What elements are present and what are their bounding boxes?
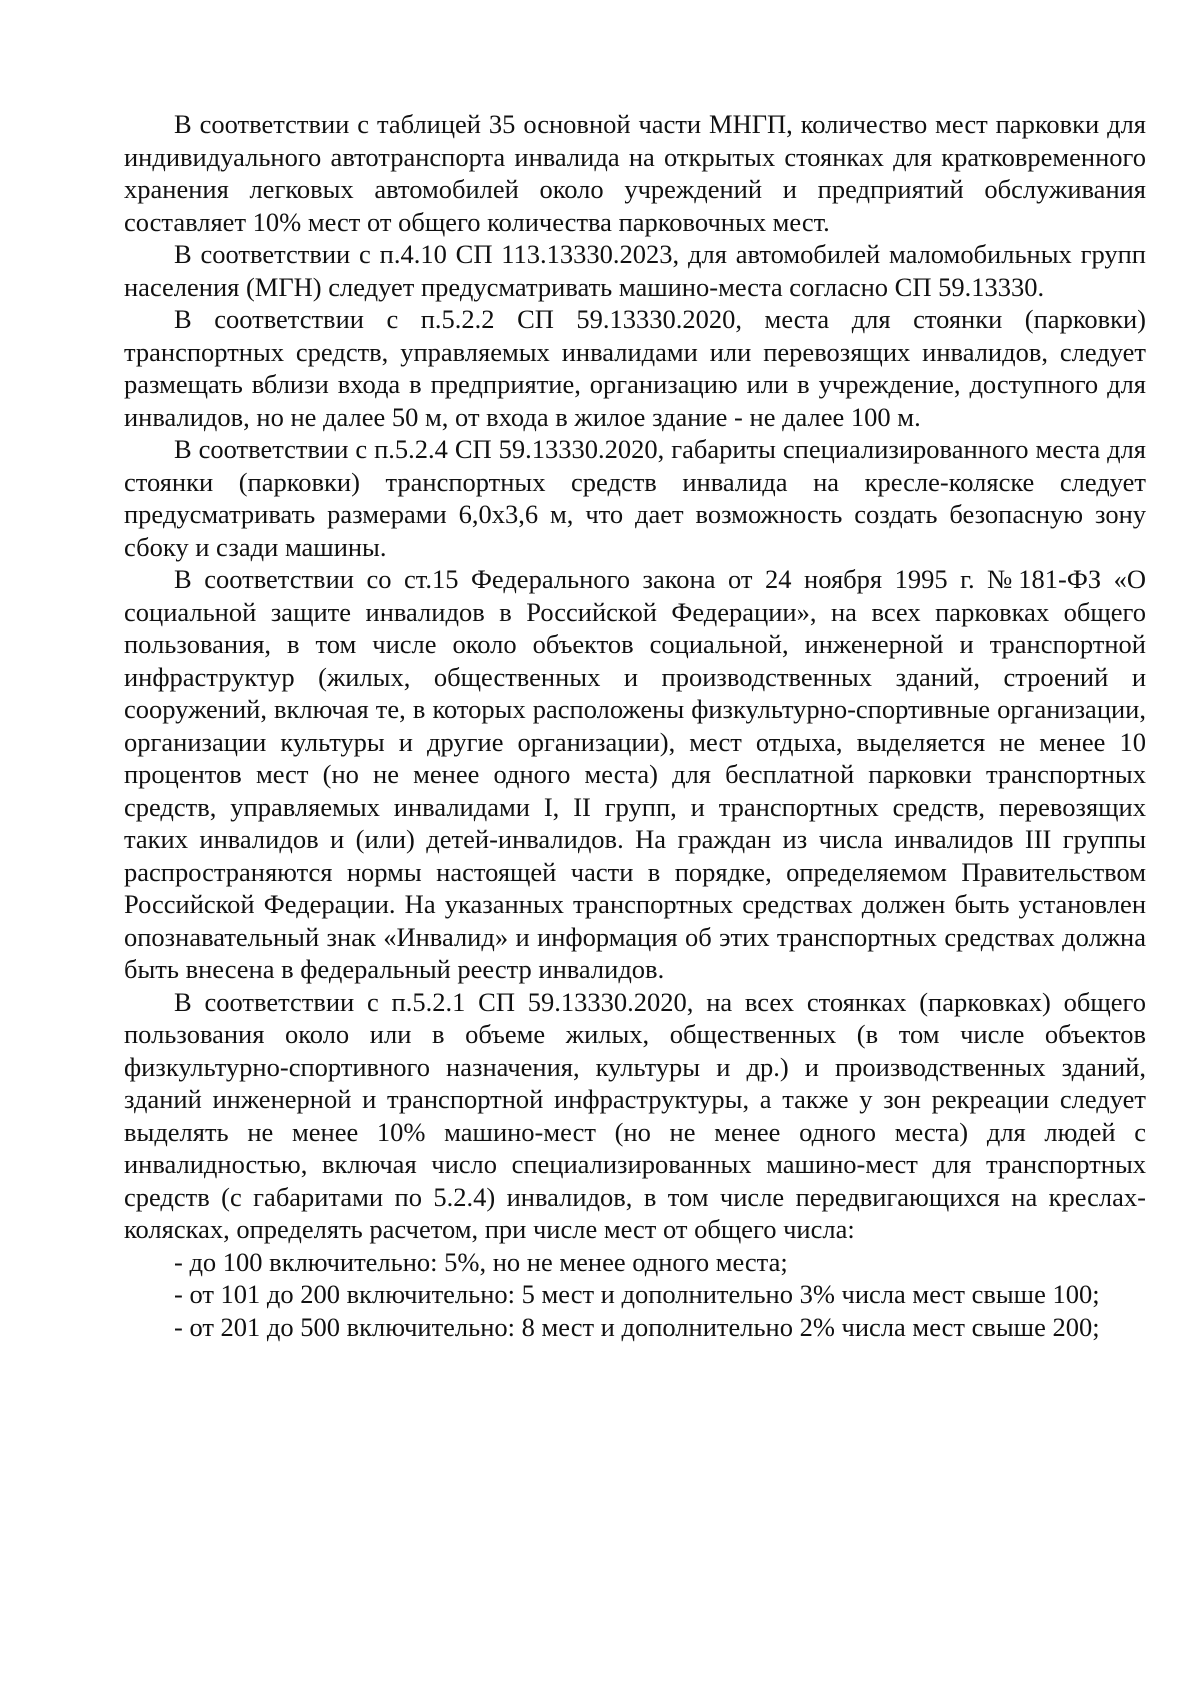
document-page <box>124 108 1146 1343</box>
list-item-101-200: - от 101 до 200 включительно: 5 мест и дополнительно 3% числа мест свыше 100; <box>174 1279 1100 1309</box>
paragraph-mngp-table-35: В соответствии с таблицей 35 основной части МНГП, количество мест парковки для индивидуального автотранспорта инвалида на открытых стоянках для кратковременного хранения легковых автомобилей около учреждений и предприятий обслуживания составляет 10% мест от общего количества парковочных мест. <box>124 109 1146 237</box>
paragraph-sp113-4-10: В соответствии с п.4.10 СП 113.13330.2023, для автомобилей маломобильных групп населения (МГН) следует предусматривать машино-места согласно СП 59.13330. <box>124 239 1146 302</box>
paragraph-sp59-5-2-2: В соответствии с п.5.2.2 СП 59.13330.2020, места для стоянки (парковки) транспортных средств, управляемых инвалидами или перевозящих инвалидов, следует размещать вблизи входа в предприятие, организацию или в учреждение, доступного для инвалидов, но не далее 50 м, от входа в жилое здание - не далее 100 м. <box>124 304 1146 432</box>
list-item-201-500: - от 201 до 500 включительно: 8 мест и дополнительно 2% числа мест свыше 200; <box>174 1311 1100 1342</box>
paragraph-sp59-5-2-1: В соответствии с п.5.2.1 СП 59.13330.2020, на всех стоянках (парковках) общего пользования около или в объеме жилых, общественных (в том числе объектов физкультурно-спортивного назначения, культуры и др.) и производственных зданий, зданий инженерной и транспортной инфраструктуры, а также у зон рекреации следует выделять не менее 10% машино-мест (но не менее одного места) для людей с инвалидностью, включая число специализированных машино-мест для транспортных средств (с габаритами по 5.2.4) инвалидов, в том числе передвигающихся на креслах-колясках, определять расчетом, при числе мест от общего числа: <box>124 986 1146 1244</box>
list-item-up-to-100: - до 100 включительно: 5%, но не менее одного места; <box>174 1246 788 1277</box>
paragraph-sp59-5-2-4: В соответствии с п.5.2.4 СП 59.13330.2020, габариты специализированного места для стоянки (парковки) транспортных средств инвалида на кресле-коляске следует предусматривать размерами 6,0х3,6 м, что дает возможность создать безопасную зону сбоку и сзади машины. <box>124 434 1146 562</box>
paragraph-fz181-article-15: В соответствии со ст.15 Федерального закона от 24 ноября 1995 г. №181-ФЗ «О социальной защите инвалидов в Российской Федерации», на всех парковках общего пользования, в том числе около объектов социальной, инженерной и транспортной инфраструктур (жилых, общественных и производственных зданий, строений и сооружений, включая те, в которых расположены физкультурно-спортивные организации, организации культуры и другие организации), мест отдыха, выделяется не менее 10 процентов мест (но не менее одного места) для бесплатной парковки транспортных средств, управляемых инвалидами I, II групп, и транспортных средств, перевозящих таких инвалидов и (или) детей-инвалидов. На граждан из числа инвалидов III группы распространяются нормы настоящей части в порядке, определяемом Правительством Российской Федерации. На указанных транспортных средствах должен быть установлен опознавательный знак «Инвалид» и информация об этих транспортных средствах должна быть внесена в федеральный реестр инвалидов. <box>124 564 1146 984</box>
